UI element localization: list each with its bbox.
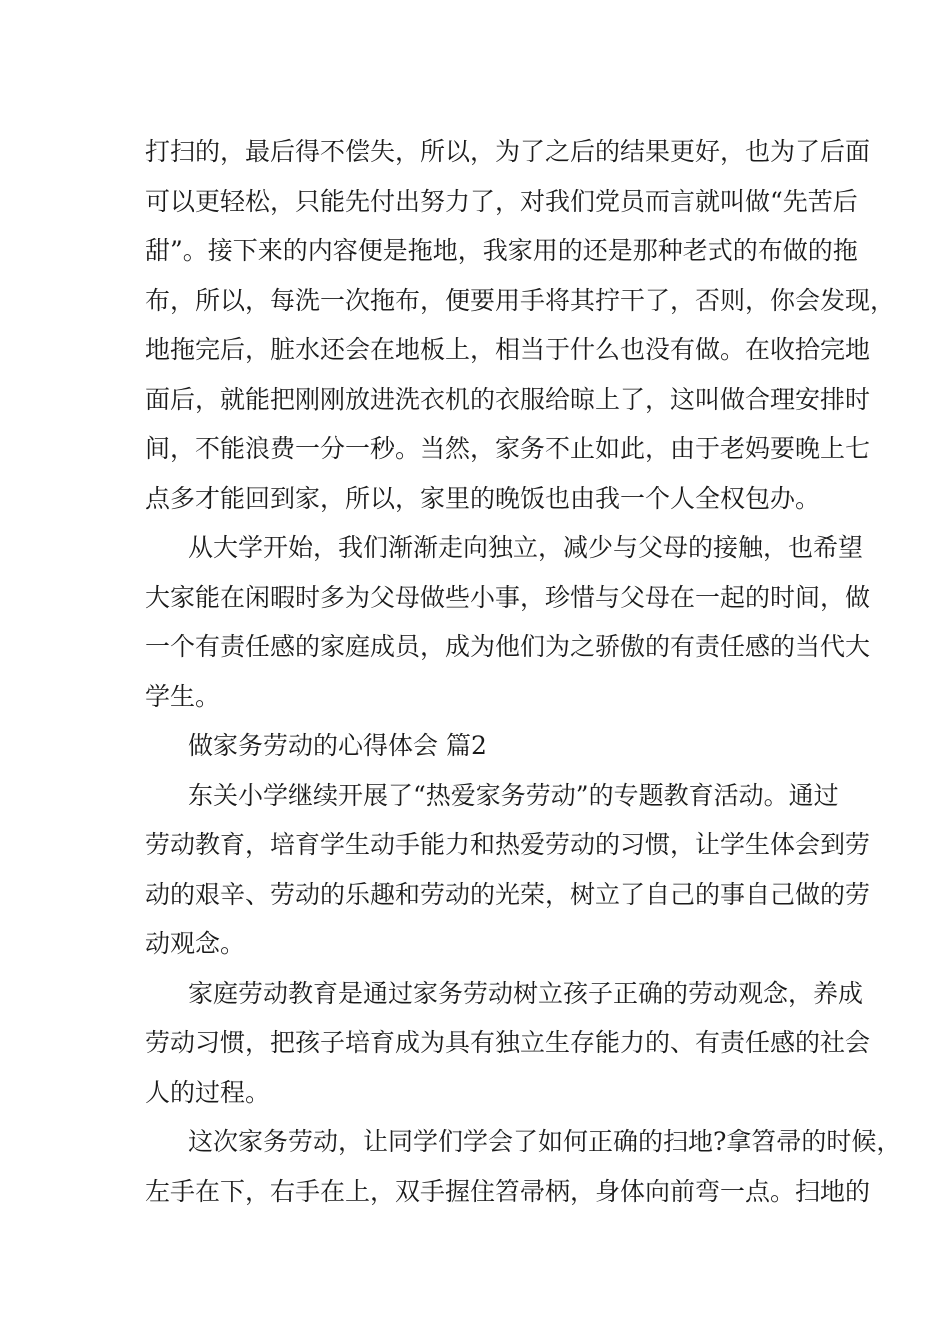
text-line: 布，所以，每洗一次拖布，便要用手将其拧干了，否则，你会发现， (145, 285, 896, 315)
paragraph-start-line: 家庭劳动教育是通过家务劳动树立孩子正确的劳动观念，养成 (188, 978, 864, 1008)
paragraph-start-line: 这次家务劳动，让同学们学会了如何正确的扫地?拿笤帚的时候， (188, 1127, 902, 1156)
document-body (145, 127, 902, 1216)
text-line: 地拖完后，脏水还会在地板上，相当于什么也没有做。在收拾完地 (145, 335, 871, 364)
text-line: 面后，就能把刚刚放进洗衣机的衣服给晾上了，这叫做合理安排时 (145, 384, 871, 414)
text-line: 学生。 (145, 681, 221, 711)
text-line: 左手在下，右手在上，双手握住笤帚柄，身体向前弯一点。扫地的 (145, 1176, 871, 1206)
text-line: 一个有责任感的家庭成员，成为他们为之骄傲的有责任感的当代大 (145, 632, 871, 661)
text-line: 点多才能回到家，所以，家里的晚饭也由我一个人全权包办。 (145, 483, 821, 513)
paragraph-start-line: 东关小学继续开展了“热爱家务劳动”的专题教育活动。通过 (188, 780, 839, 810)
text-line: 动的艰辛、劳动的乐趣和劳动的光荣，树立了自己的事自己做的劳 (145, 879, 871, 909)
paragraph-start-line: 从大学开始，我们渐渐走向独立，减少与父母的接触，也希望 (188, 533, 864, 562)
text-line: 间，不能浪费一分一秒。当然，家务不止如此，由于老妈要晚上七 (145, 434, 871, 463)
text-line: 大家能在闲暇时多为父母做些小事，珍惜与父母在一起的时间，做 (145, 582, 871, 612)
text-line: 人的过程。 (145, 1077, 271, 1107)
text-line: 打扫的，最后得不偿失，所以，为了之后的结果更好，也为了后面 (145, 137, 871, 166)
text-line: 劳动教育，培育学生动手能力和热爱劳动的习惯，让学生体会到劳 (145, 830, 871, 859)
text-line: 劳动习惯，把孩子培育成为具有独立生存能力的、有责任感的社会 (145, 1028, 871, 1057)
text-line: 可以更轻松，只能先付出努力了，对我们党员而言就叫做“先苦后 (145, 186, 858, 216)
text-line: 甜”。接下来的内容便是拖地，我家用的还是那种老式的布做的拖 (145, 236, 858, 265)
section-heading: 做家务劳动的心得体会 篇2 (188, 731, 487, 760)
text-line: 动观念。 (145, 929, 246, 958)
